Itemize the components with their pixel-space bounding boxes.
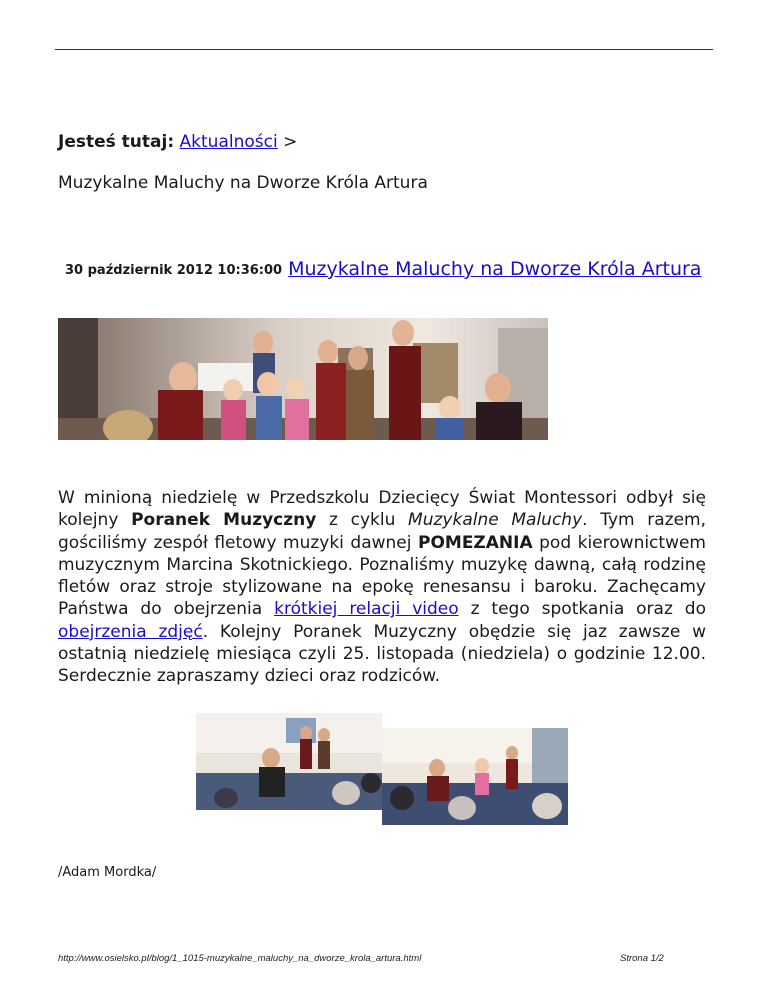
photos-link[interactable]: obejrzenia zdjęć xyxy=(58,621,203,642)
post-photo-right[interactable] xyxy=(382,728,568,825)
breadcrumb-link-aktualnosci[interactable]: Aktualności xyxy=(179,132,278,152)
post-photo-left[interactable] xyxy=(196,713,382,810)
top-divider xyxy=(55,49,713,50)
post-title-link[interactable]: Muzykalne Maluchy na Dworze Króla Artura xyxy=(288,258,702,280)
body-text-4: pod kierownictwem muzycznym Marcina Skotnickiego. Poznaliśmy muzykę dawną, całą rodzinę fletów oraz stroje stylizowane na epokę renesansu i baroku. Zachęcamy Państwa do obejrzenia xyxy=(58,532,706,620)
body-text-5: z tego spotkania oraz do xyxy=(458,599,706,620)
breadcrumb xyxy=(58,132,297,152)
page-title: Muzykalne Maluchy na Dworze Króla Artura xyxy=(58,173,428,193)
post-header xyxy=(58,257,708,283)
body-bold-pomezania: POMEZANIA xyxy=(417,532,533,553)
body-bold-poranek: Poranek Muzyczny xyxy=(131,510,317,531)
footer-page-number: Strona 1/2 xyxy=(620,953,664,964)
video-link[interactable]: krótkiej relacji video xyxy=(274,599,459,620)
post-date: 30 październik 2012 10:36:00 xyxy=(65,263,283,278)
breadcrumb-separator: > xyxy=(283,132,298,152)
footer-url: http://www.osielsko.pl/blog/1_1015-muzykalne_maluchy_na_dworze_krola_artura.html xyxy=(58,953,422,964)
body-text-3: . Tym razem, gościliśmy zespół fletowy muzyki dawnej xyxy=(58,510,707,553)
body-text-1: W minioną niedzielę w Przedszkolu Dziecięcy Świat Montessori odbył się kolejny xyxy=(58,488,706,531)
post-body xyxy=(58,487,706,688)
body-text-2: z cyklu xyxy=(316,510,409,531)
body-italic-maluchy: Muzykalne Maluchy xyxy=(408,510,583,531)
post-author: /Adam Mordka/ xyxy=(58,865,157,880)
breadcrumb-prefix: Jesteś tutaj: xyxy=(58,132,175,152)
post-photo-main[interactable] xyxy=(58,318,548,440)
body-text-6: . Kolejny Poranek Muzyczny obędzie się jaz zawsze w ostatnią niedzielę miesiąca czyli 25. listopada (niedziela) o godzinie 12.00. Serdecznie zapraszamy dzieci oraz rodziców. xyxy=(58,621,706,687)
